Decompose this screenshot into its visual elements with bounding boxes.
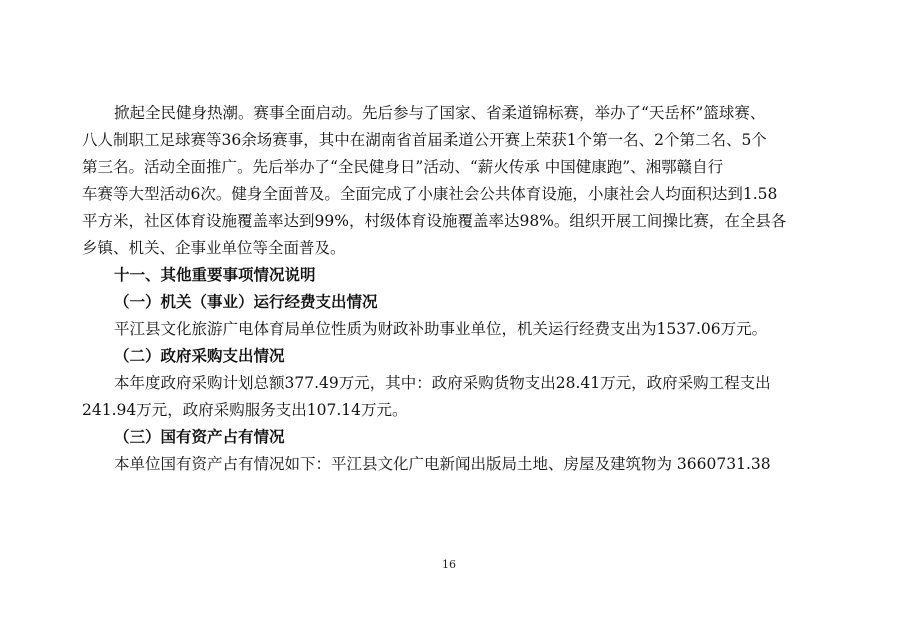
page-number: 16 (442, 558, 456, 571)
paragraph-sports-line: 平方米，社区体育设施覆盖率达到99%，村级体育设施覆盖率达98%。组织开展工间操比赛，在全县各 (82, 212, 787, 230)
subsection-2-text: 241.94万元，政府采购服务支出107.14万元。 (82, 401, 408, 419)
subsection-3-heading: （三）国有资产占有情况 (114, 427, 285, 446)
subsection-1-heading: （一）机关（事业）运行经费支出情况 (114, 292, 378, 311)
paragraph-sports-line: 掀起全民健身热潮。赛事全面启动。先后参与了国家、省柔道锦标赛，举办了“天岳杯”篮球赛、 (114, 104, 766, 122)
paragraph-sports-line: 八人制职工足球赛等36余场赛事，其中在湖南省首届柔道公开赛上荣获1个第一名、2个第二名、5个 (82, 131, 767, 149)
subsection-3-text: 本单位国有资产占有情况如下：平江县文化广电新闻出版局土地、房屋及建筑物为 3660731.38 (114, 455, 771, 473)
subsection-1-text: 平江县文化旅游广电体育局单位性质为财政补助事业单位，机关运行经费支出为1537.06万元。 (114, 320, 768, 338)
subsection-2-text: 本年度政府采购计划总额377.49万元，其中：政府采购货物支出28.41万元，政府采购工程支出 (114, 374, 771, 392)
paragraph-sports-line: 车赛等大型活动6次。健身全面普及。全面完成了小康社会公共体育设施，小康社会人均面积达到1.58 (82, 185, 778, 203)
paragraph-sports-line: 第三名。活动全面推广。先后举办了“全民健身日”活动、“薪火传承 中国健康跑”、湘鄂赣自行 (82, 158, 724, 176)
section-eleven-heading: 十一、其他重要事项情况说明 (114, 265, 316, 284)
paragraph-sports-line: 乡镇、机关、企事业单位等全面普及。 (82, 239, 346, 257)
subsection-2-heading: （二）政府采购支出情况 (114, 346, 285, 365)
